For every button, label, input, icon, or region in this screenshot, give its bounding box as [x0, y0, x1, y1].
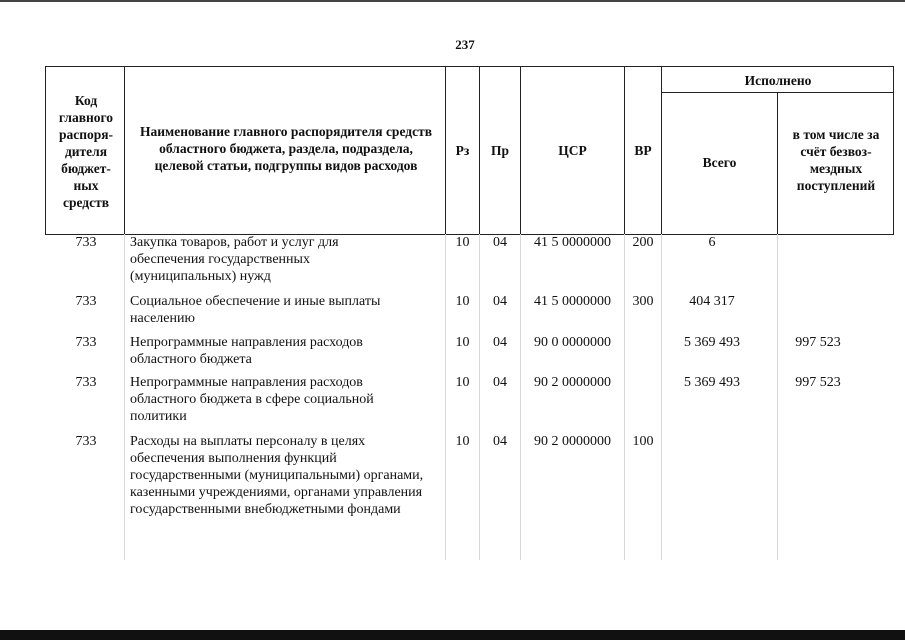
body-col-line [445, 234, 446, 560]
col-divider [124, 66, 125, 234]
row-code: 733 [75, 434, 97, 449]
row-csr: 41 5 0000000 [534, 294, 611, 309]
row-rz: 10 [455, 294, 470, 309]
row-total: 6 [708, 235, 716, 250]
row-name: Непрограммные направления расходов областного бюджета [130, 335, 363, 367]
row-code: 733 [75, 375, 97, 390]
row-pr: 04 [493, 375, 507, 390]
row-vr: 100 [632, 434, 654, 449]
row-csr: 90 2 0000000 [534, 434, 611, 449]
body-col-line [661, 234, 662, 560]
row-code: 733 [75, 235, 97, 250]
body-col-line [479, 234, 480, 560]
body-col-line [624, 234, 625, 560]
row-csr: 90 0 0000000 [534, 335, 611, 350]
body-col-line [520, 234, 521, 560]
row-code: 733 [75, 294, 97, 309]
row-rz: 10 [455, 375, 470, 390]
row-pr: 04 [493, 434, 507, 449]
header-code: Код главного распоря-дителя бюджет-ных средств [58, 92, 114, 210]
row-total: 5 369 493 [684, 335, 740, 350]
header-pr: Пр [490, 142, 509, 158]
row-code: 733 [75, 335, 97, 350]
top-border-line [0, 0, 905, 2]
header-name: Наименование главного распорядителя средств областного бюджета, раздела, подраздела, целевой статьи, подгруппы видов расходов [139, 123, 432, 173]
row-rz: 10 [455, 235, 470, 250]
row-total: 5 369 493 [684, 375, 740, 390]
header-executed: Исполнено [744, 72, 812, 88]
row-name: Социальное обеспечение и иные выплаты населению [130, 294, 381, 326]
executed-divider [661, 92, 894, 93]
header-total: Всего [702, 154, 737, 170]
row-rz: 10 [455, 335, 470, 350]
row-incl: 997 523 [795, 335, 841, 350]
header-vr: ВР [634, 142, 652, 158]
body-col-line [124, 234, 125, 560]
row-name: Закупка товаров, работ и услуг для обеспечения государственных (муниципальных) нужд [130, 235, 339, 284]
header-rz: Рз [455, 142, 470, 158]
row-pr: 04 [493, 335, 507, 350]
row-total: 404 317 [689, 294, 735, 309]
header-csr: ЦСР [558, 142, 587, 158]
col-divider [777, 92, 778, 234]
row-vr: 200 [632, 235, 654, 250]
body-col-line [777, 234, 778, 560]
row-pr: 04 [493, 235, 507, 250]
row-rz: 10 [455, 434, 470, 449]
row-name: Непрограммные направления расходов областного бюджета в сфере социальной политики [130, 375, 374, 424]
row-name: Расходы на выплаты персоналу в целях обеспечения выполнения функций государственными (муниципальными) органами, казенными учреждениями, органами управления государственными внебюджетными фондами [130, 434, 424, 517]
header-incl: в том числе за счёт безвоз-мездных поступлений [792, 127, 880, 193]
bottom-border-bar [0, 630, 905, 640]
page-number: 237 [455, 37, 475, 52]
row-incl: 997 523 [795, 375, 841, 390]
row-csr: 90 2 0000000 [534, 375, 611, 390]
row-pr: 04 [493, 294, 507, 309]
row-vr: 300 [632, 294, 654, 309]
row-csr: 41 5 0000000 [534, 235, 611, 250]
